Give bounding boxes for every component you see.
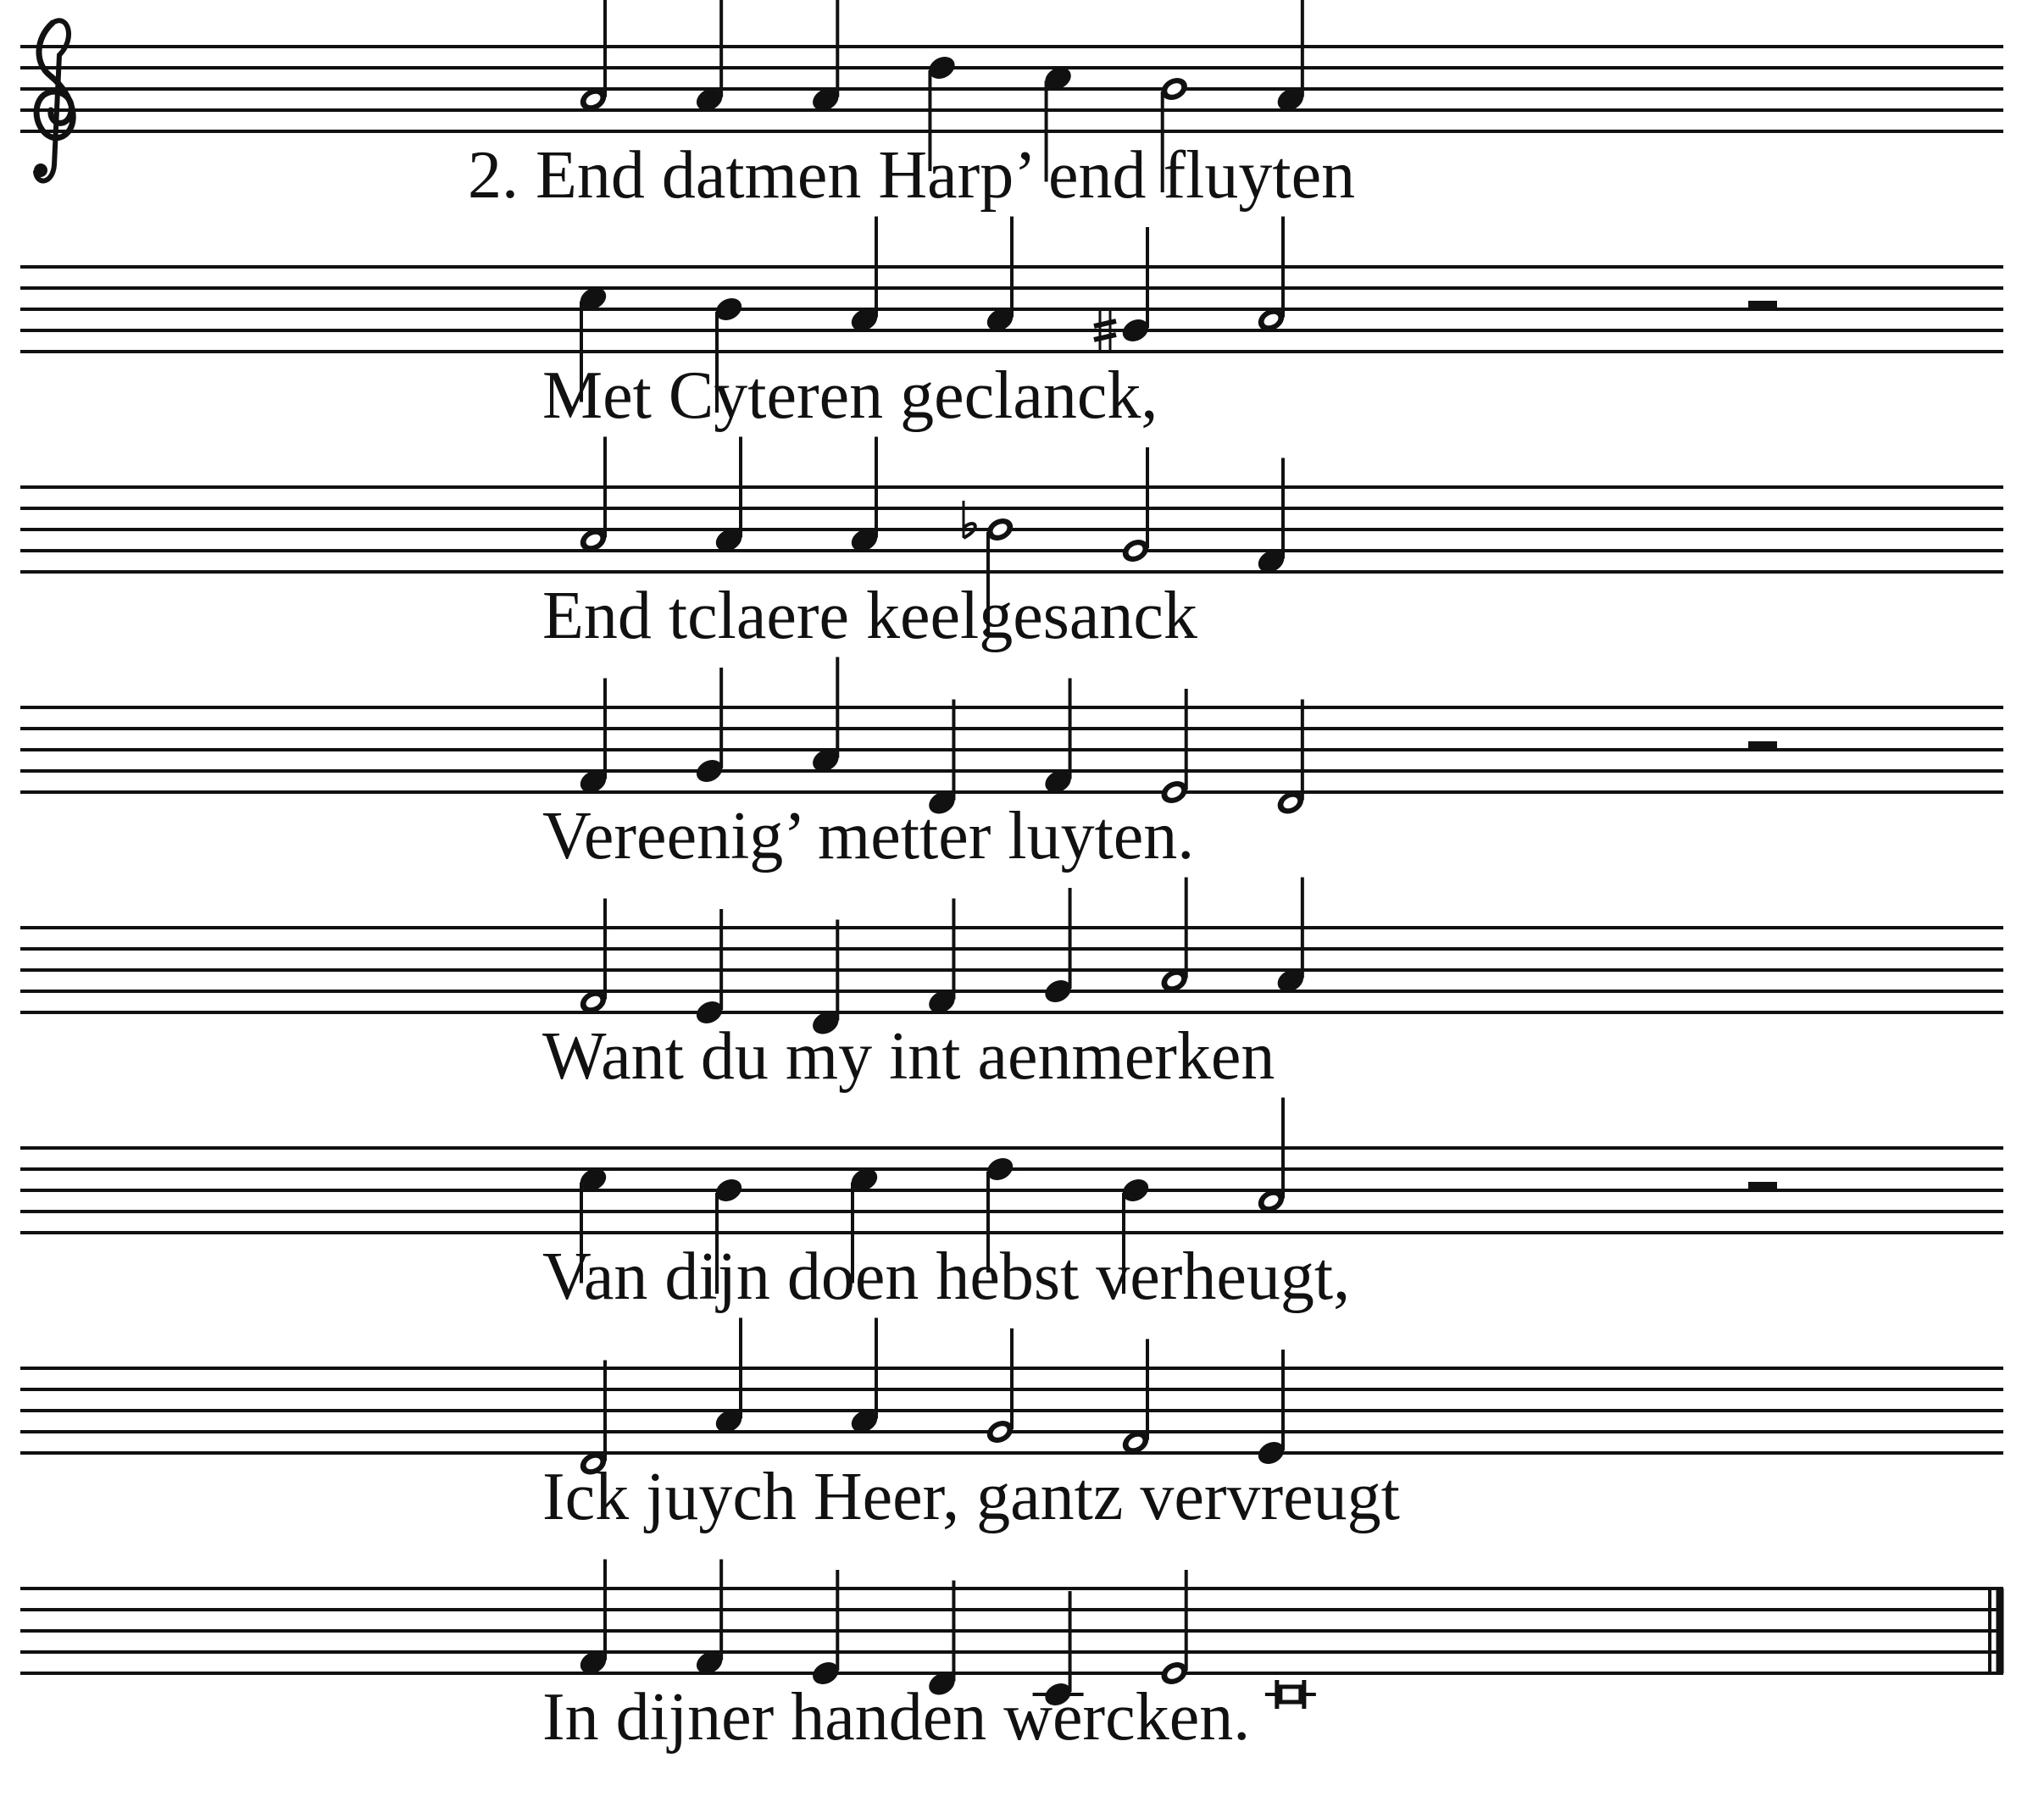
half-rest-icon bbox=[1748, 301, 1777, 311]
quarter-note bbox=[692, 1560, 726, 1678]
lyric-line: 2. End datmen Harp’ end fluyten bbox=[468, 138, 1356, 213]
lyric-line: Vereenig’ metter luyten. bbox=[542, 799, 1195, 873]
quarter-note bbox=[1254, 458, 1288, 577]
half-note bbox=[576, 899, 610, 1017]
half-rest-icon bbox=[1748, 741, 1777, 751]
staff-system bbox=[20, 1560, 2003, 1755]
staff-system bbox=[20, 217, 2003, 434]
half-note bbox=[1119, 1339, 1153, 1458]
breve-note bbox=[1265, 1680, 1316, 1709]
quarter-note bbox=[692, 0, 726, 115]
half-note bbox=[1254, 1098, 1288, 1217]
half-note bbox=[1274, 700, 1308, 818]
half-rest-icon bbox=[1748, 1182, 1777, 1192]
quarter-note bbox=[576, 679, 610, 797]
quarter-note bbox=[576, 1560, 610, 1678]
quarter-note bbox=[712, 1318, 746, 1437]
staff-system bbox=[20, 0, 2003, 213]
lyric-line: In dijner handen wercken. bbox=[542, 1680, 1251, 1755]
quarter-note bbox=[847, 437, 881, 556]
half-note bbox=[576, 0, 610, 115]
breve-head bbox=[1280, 1687, 1301, 1702]
quarter-note bbox=[925, 899, 959, 1017]
quarter-note bbox=[809, 0, 843, 115]
flat-icon bbox=[964, 501, 975, 538]
quarter-note bbox=[1274, 0, 1308, 115]
staff-system bbox=[20, 657, 2003, 874]
half-note bbox=[576, 437, 610, 556]
staff-system bbox=[20, 1098, 2003, 1315]
half-note bbox=[1254, 217, 1288, 335]
treble-clef-icon bbox=[34, 20, 73, 180]
quarter-note bbox=[983, 217, 1017, 335]
lyric-line: End tclaere keelgesanck bbox=[542, 579, 1197, 653]
staff-system bbox=[20, 878, 2003, 1095]
lyric-line: Met Cyteren geclanck, bbox=[542, 358, 1158, 433]
quarter-note bbox=[1274, 878, 1308, 996]
staff-system bbox=[20, 437, 2003, 654]
staff-system bbox=[20, 1318, 2003, 1535]
lyric-line: Want du my int aenmerken bbox=[542, 1019, 1275, 1094]
quarter-note bbox=[1041, 679, 1075, 797]
treble-clef-dot bbox=[34, 164, 47, 177]
lyric-line: Van dijn doen hebst verheugt, bbox=[542, 1239, 1351, 1314]
staff-systems bbox=[20, 0, 2003, 1755]
quarter-note bbox=[847, 1318, 881, 1437]
quarter-note bbox=[847, 217, 881, 335]
sharp-bar bbox=[1094, 335, 1116, 340]
sharp-bar bbox=[1094, 321, 1116, 326]
quarter-note bbox=[712, 437, 746, 556]
half-note bbox=[1158, 878, 1191, 996]
lyric-line: Ick juych Heer, gantz vervreugt bbox=[542, 1460, 1400, 1534]
quarter-note bbox=[809, 657, 843, 776]
